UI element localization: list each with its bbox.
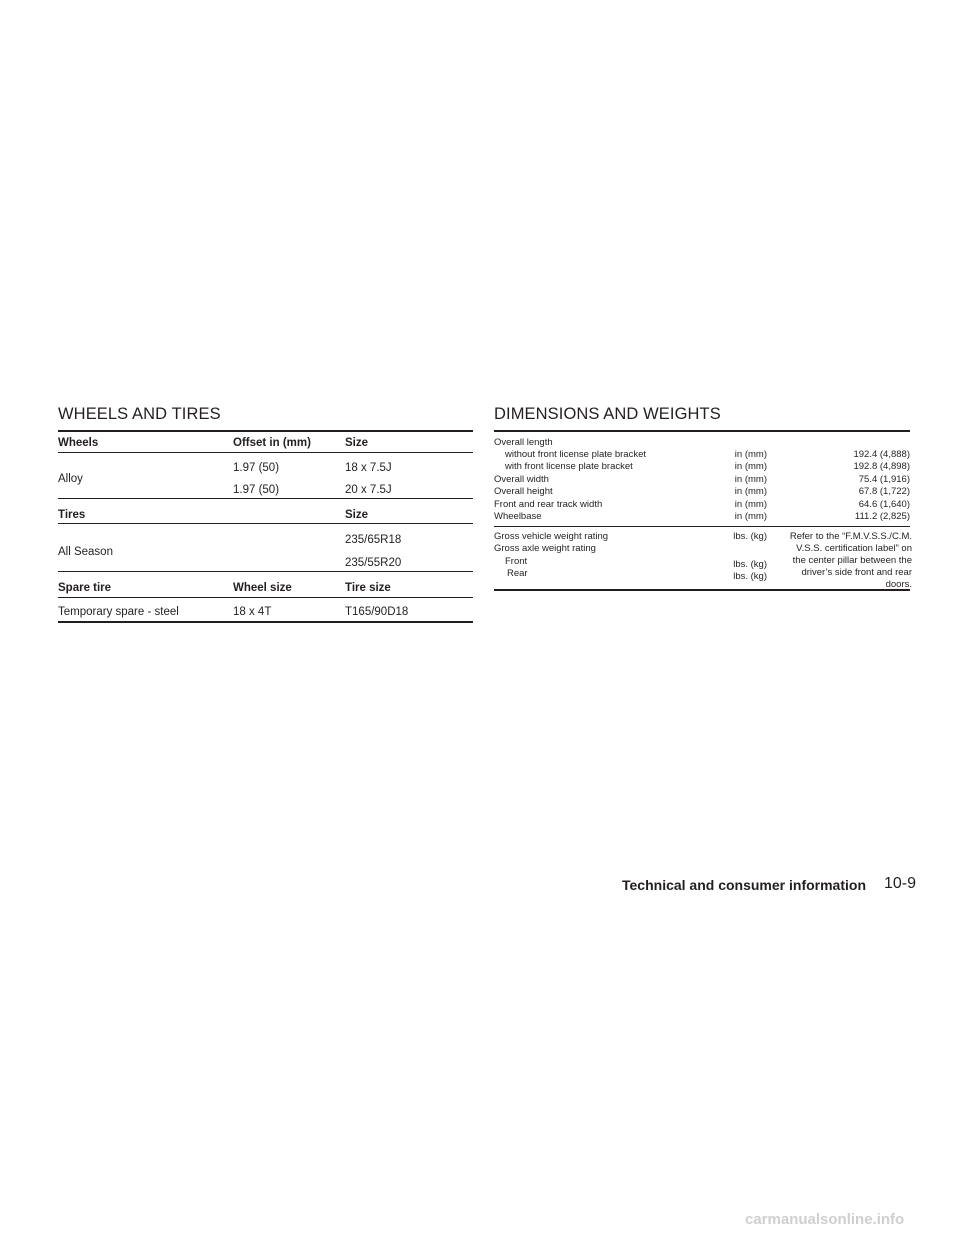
gawr-rear-label: Rear [507,568,528,579]
spare-wheel-size-header: Wheel size [233,582,292,594]
note-line-3: the center pillar between the [792,555,912,566]
spare-header-rule [58,597,473,598]
footer-page-number: 10-9 [884,875,917,892]
spare-tire-size-header: Tire size [345,582,391,594]
offset-header: Offset in (mm) [233,437,311,449]
wheel-offset-2: 1.97 (50) [233,484,280,496]
size-header: Size [345,437,369,449]
tires-header: Tires [58,509,86,521]
wheels-tires-title: WHEELS AND TIRES [58,405,221,423]
note-line-4: driver’s side front and rear [801,567,912,578]
gvwr-label: Gross vehicle weight rating [494,531,609,542]
dimensions-title: DIMENSIONS AND WEIGHTS [494,405,721,423]
note-line-5: doors. [885,579,912,590]
spare-tire-size: T165/90D18 [345,606,409,618]
dim-value-track: 64.6 (1,640) [858,499,910,510]
dim-label-wheelbase: Wheelbase [494,511,542,522]
wheel-size-2: 20 x 7.5J [345,484,392,496]
tires-table-rule [58,571,473,572]
certification-note [760,531,912,591]
gawr-front-label: Front [505,556,528,567]
wheels-header: Wheels [58,437,99,449]
gawr-label: Gross axle weight rating [494,543,596,554]
dim-unit-height: in (mm) [734,486,767,497]
dimensions-title-rule [494,430,910,432]
spare-wheel-size: 18 x 4T [233,606,272,618]
dim-value-height: 67.8 (1,722) [858,486,910,497]
tire-size-header: Size [345,509,369,521]
wheel-size-1: 18 x 7.5J [345,462,392,474]
gawr-rear-unit: lbs. (kg) [733,571,767,582]
dim-label-with-bracket: with front license plate bracket [505,461,633,472]
dim-value-with-bracket: 192.8 (4,898) [853,461,910,472]
wheels-tires-title-rule [58,430,473,432]
wheel-type: Alloy [58,473,83,485]
dim-label-no-bracket: without front license plate bracket [505,449,646,460]
footer-section-label: Technical and consumer information [622,877,867,893]
dim-value-no-bracket: 192.4 (4,888) [853,449,910,460]
dim-unit-with-bracket: in (mm) [734,461,767,472]
dim-unit-wheelbase: in (mm) [734,511,767,522]
dim-unit-no-bracket: in (mm) [734,449,767,460]
gvwr-unit: lbs. (kg) [733,531,767,542]
tire-size-2: 235/55R20 [345,557,402,569]
wheels-header-rule [58,452,473,453]
tires-header-rule [58,523,473,524]
note-line-2: V.S.S. certification label” on [796,543,912,554]
dim-label-height: Overall height [494,486,553,497]
dimensions-table-rule [494,526,910,527]
spare-type: Temporary spare - steel [58,606,179,618]
note-line-1: Refer to the “F.M.V.S.S./C.M. [789,531,912,542]
tire-size-1: 235/65R18 [345,534,402,546]
dim-value-width: 75.4 (1,916) [858,474,910,485]
watermark: carmanualsonline.info [745,1211,905,1228]
spare-tire-header: Spare tire [58,582,112,594]
overall-length-label: Overall length [494,437,553,448]
dim-unit-width: in (mm) [734,474,767,485]
dim-label-width: Overall width [494,474,549,485]
weights-table-rule [494,589,910,591]
tire-type: All Season [58,546,113,558]
wheels-table-rule [58,498,473,499]
dim-label-track: Front and rear track width [494,499,603,510]
dim-unit-track: in (mm) [734,499,767,510]
gawr-front-unit: lbs. (kg) [733,559,767,570]
spare-table-rule [58,621,473,623]
dim-value-wheelbase: 111.2 (2,825) [854,511,910,522]
wheel-offset-1: 1.97 (50) [233,462,280,474]
